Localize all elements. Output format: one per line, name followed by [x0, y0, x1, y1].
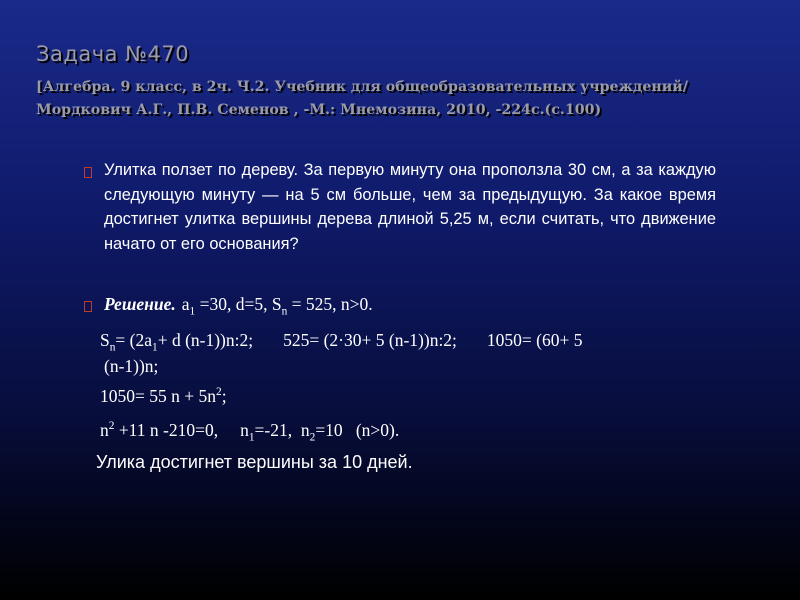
given-sum: = 525, n>0. [287, 294, 373, 314]
semicolon: ; [221, 386, 227, 406]
exponent: 2 [108, 420, 115, 433]
problem-text: Улитка ползет по дереву. За первую минуту она проползла 30 см, а за каждую следующую минуту — на 5 см больше, чем за предыдущую. За какое время достигнет улитка вершины дерева длиной 5,25 м, если считать, что движение начато от его основания? [104, 161, 716, 253]
simplified-formula: 1050= (60+ 5 [486, 330, 583, 350]
s-symbol: S [271, 294, 282, 314]
a-index: 1 [189, 305, 196, 318]
formula-part: + d (n-1))n:2; [157, 330, 254, 350]
a-index: 1 [152, 341, 158, 354]
root-2: =10 [315, 420, 343, 440]
source-reference [36, 76, 766, 122]
a-symbol: a [181, 294, 190, 314]
s-symbol: S [100, 330, 110, 350]
answer-text: Улика достигнет вершины за 10 дней. [96, 452, 413, 472]
formula-part: = (2a [115, 330, 153, 350]
substituted-formula: 525= (2·30+ 5 (n-1))n:2; [283, 330, 457, 350]
slide-title: Задача №470 [36, 42, 190, 66]
given-values: =30, d=5, [195, 294, 272, 314]
equation-quadratic-form [100, 386, 227, 407]
root-1: =-21, [254, 420, 293, 440]
equation-roots [100, 420, 399, 444]
n-symbol: n [100, 420, 109, 440]
quadratic-equation: +11 n -210=0, [114, 420, 219, 440]
solution-given [104, 294, 373, 318]
root-condition: (n>0). [355, 420, 400, 440]
n1-index: 1 [248, 431, 255, 444]
source-line-2: Мордкович А.Г., П.В. Семенов , -М.: Мнемозина, 2010, -224с.(с.100) [36, 102, 602, 118]
bullet-square-icon [84, 167, 92, 178]
s-index: n [109, 341, 116, 354]
exponent: 2 [216, 386, 222, 399]
solution-label: Решение. [104, 294, 176, 314]
equation-sum-formula-cont: (n-1))n; [104, 356, 159, 376]
n1-symbol: n [240, 420, 249, 440]
source-line-1: [Алгебра. 9 класс, в 2ч. Ч.2. Учебник для общеобразовательных учреждений/ [36, 79, 688, 95]
equation-sum-formula [100, 330, 583, 354]
n2-symbol: n [300, 420, 310, 440]
quadratic-part: 1050= 55 n + 5n [100, 386, 216, 406]
bullet-square-icon [84, 301, 92, 312]
s-index: n [281, 305, 288, 318]
n2-index: 2 [309, 431, 316, 444]
